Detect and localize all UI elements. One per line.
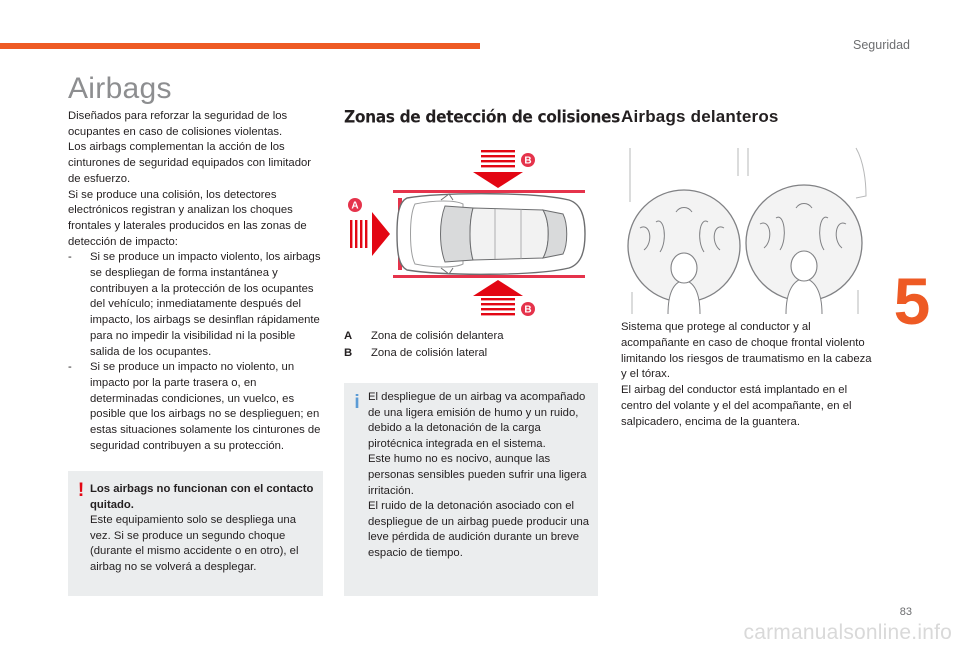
collision-zones-diagram [345,142,597,320]
info-paragraph: El despliegue de un airbag va acompañado de una ligera emisión de humo y un ruido, debido a la detonación de la carga pirotécnica integrada en el sistema. [368,391,586,450]
page-title: Airbags [68,72,172,105]
delanteros-paragraph: El airbag del conductor está implantado en el centro del volante y el del acompañante, en el salpicadero, encima de la guantera. [621,384,852,428]
top-accent-bar [0,43,480,49]
front-airbags-illustration [620,142,870,315]
marker-a [348,198,362,212]
intro-paragraph: Diseñados para reforzar la seguridad de los ocupantes en caso de colisiones violentas. [68,110,288,138]
marker-b-label: B [524,304,532,316]
info-paragraph: Este humo no es nocivo, aunque las personas sensibles pueden sufrir una ligera irritación. [368,453,587,497]
marker-a-label: A [351,200,359,212]
warning-text: Este equipamiento solo se despliega una vez. Si se produce un segundo choque (durante el mismo accidente o en otro), el airbag no se volverá a desplegar. [90,514,299,573]
car-top-view [393,190,585,278]
warning-box [68,471,323,596]
legend-item [344,328,596,345]
info-box [344,383,598,596]
delanteros-heading: Airbags delanteros [621,107,779,126]
delanteros-text [621,320,873,431]
side-impact-top-arrow [473,150,523,188]
intro-paragraph: Los airbags complementan la acción de los cinturones de seguridad equipados con limitador de esfuerzo. [68,141,312,185]
intro-paragraph: Si se produce una colisión, los detectores electrónicos registran y analizan los choques frontales y laterales producidos en las zonas de detección de impacto: [68,188,307,248]
legend-text: Zona de colisión delantera [371,330,504,342]
list-item-text: Si se produce un impacto violento, los airbags se despliegan de forma instantánea y contribuyen a la protección de los ocupantes del vehículo; inmediatamente después del impacto, los airbags se desinflan rápidamente para no impedir la visibilidad ni la posible salida de los ocupantes. [90,251,321,358]
legend-key: B [344,347,353,359]
side-impact-bottom-arrow [473,280,523,315]
section-label: Seguridad [853,38,910,52]
zones-legend [344,328,596,362]
passenger-airbag [746,185,862,314]
warning-heading: Los airbags no funcionan con el contacto quitado. [90,483,314,511]
page-number: 83 [899,606,912,618]
info-icon: i [354,392,360,413]
list-item-text: Si se produce un impacto no violento, un impacto por la parte trasera o, en determinadas condiciones, un vuelco, es posible que los airbags no se desplieguen; en estas situaciones solamente los cinturones de seguridad contribuyen a su protección. [90,361,321,452]
legend-key: A [344,330,353,342]
marker-b-label: B [524,155,532,167]
marker-b-top [521,153,535,167]
dash-bullet: - [68,361,72,374]
list-item [68,250,326,360]
marker-b-bottom [521,302,535,316]
chapter-number: 5 [893,264,931,338]
watermark-link[interactable]: carmanualsonline.info [743,621,952,644]
legend-text: Zona de colisión lateral [371,347,488,359]
dash-bullet: - [68,251,72,264]
zonas-heading: Zonas de detección de colisiones [344,107,620,127]
driver-airbag [628,190,740,314]
legend-item [344,345,596,362]
delanteros-paragraph: Sistema que protege al conductor y al acompañante en caso de choque frontal violento limitando los riesgos de traumatismo en la cabeza y el tórax. [621,321,872,381]
intro-column [68,109,326,454]
info-paragraph: El ruido de la detonación asociado con el despliegue de un airbag puede producir una leve pérdida de audición durante un breve espacio de tiempo. [368,500,590,559]
list-item [68,360,326,454]
frontal-impact-arrow [350,212,390,256]
warning-exclamation-icon: ! [77,480,85,501]
